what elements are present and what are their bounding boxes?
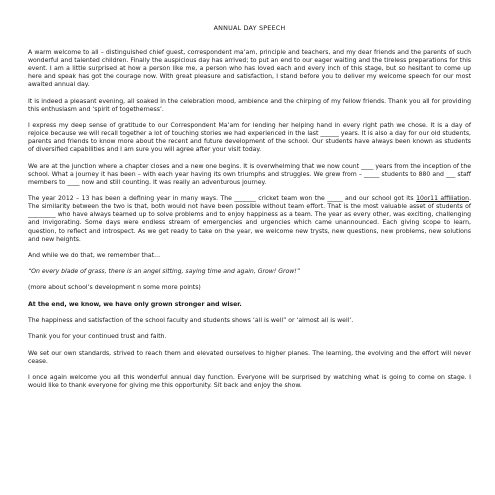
paragraph-thank-you: Thank you for your continued trust and faith. bbox=[28, 333, 167, 341]
paragraph-welcome: A warm welcome to all – distinguished chief guest, correspondent ma’am, principle and teachers, and my dear friends and the parents of such wonderful and talented children. Finally the auspicious day has arrived; to put an end to our eager waiting and the tireless preparations for this event. I am a little surprised at how a person like me, a person who has loved each and every inch of this stage, but so hesitant to come up here and speak has got the courage now. With great pleasure and satisfaction, I stand before you to deliver my welcome speech for our most awaited annual day. bbox=[28, 49, 471, 89]
paragraph-defining-year-part-1: The year 2012 – 13 has been a defining year in many ways. The _______ cricket team won the _____ and our school got its bbox=[28, 195, 417, 203]
paragraph-stronger-wiser: At the end, we know, we have only grown stronger and wiser. bbox=[28, 300, 242, 308]
paragraph-journey: We are at the junction where a chapter closes and a new one begins. It is overwhelming that we now count ____ years from the inception of the school. What a journey it has been – with each year having its own triumphs and struggles. We grew from – _____ students to 880 and ___ staff members to ____ now and still counting. It was really an adventurous journey. bbox=[28, 162, 471, 186]
paragraph-standards: We set our own standards, strived to reach them and elevated ourselves to higher planes. The learning, the evolving and the effort will never cease. bbox=[28, 349, 471, 365]
affiliation-text: 10or11 affiliation bbox=[416, 195, 470, 203]
paragraph-pleasant-evening: It is indeed a pleasant evening, all soaked in the celebration mood, ambience and the chirping of my fellow friends. Thank you all for providing this enthusiasm and ‘spirit of togetherness’. bbox=[28, 97, 471, 113]
paragraph-happiness: The happiness and satisfaction of the school faculty and students shows ‘all is well” or ‘almost all is well’. bbox=[28, 317, 354, 325]
quote-blade-of-grass: “On every blade of grass, there is an angel sitting, saying time and again, Grow! Grow!” bbox=[28, 268, 300, 276]
paragraph-defining-year-part-2: . The similarity between the two is that, both would not have been possible without team effort. That is the most valuable asset of students of _________ who have always teamed up to solve problems and to enjoy happiness as a team. The year as every other, was exciting, challenging and invigorating. Some days were endless stream of emergencies and urgencies which came unannounced. Each giving scope to learn, question, to reflect and introspect. As we get ready to take on the year, we welcome new trysts, new questions, new problems, new solutions and new heights. bbox=[28, 195, 472, 243]
paragraph-more-points: (more about school’s development n some more points) bbox=[28, 284, 201, 292]
paragraph-closing: I once again welcome you all this wonderful annual day function. Everyone will be surprised by watching what is going to come on stage. I would like to thank everyone for giving me this opportunity. Sit back and enjoy the show. bbox=[28, 373, 471, 390]
paragraph-gratitude: I express my deep sense of gratitude to our Correspondent Ma’am for lending her helping hand in every right path we chose. It is a day of rejoice because we will recall together a lot of touching stories we had experienced in the last ______ years. It is also a day for our old students, parents and friends to know more about the recent and future development of the school. Our students have always been known as students of diversified capabilities and I am sure you will agree after your visit today. bbox=[28, 122, 471, 154]
paragraph-remember: And while we do that, we remember that… bbox=[28, 251, 161, 259]
document-title: ANNUAL DAY SPEECH bbox=[213, 24, 286, 32]
paragraph-defining-year bbox=[28, 195, 471, 244]
